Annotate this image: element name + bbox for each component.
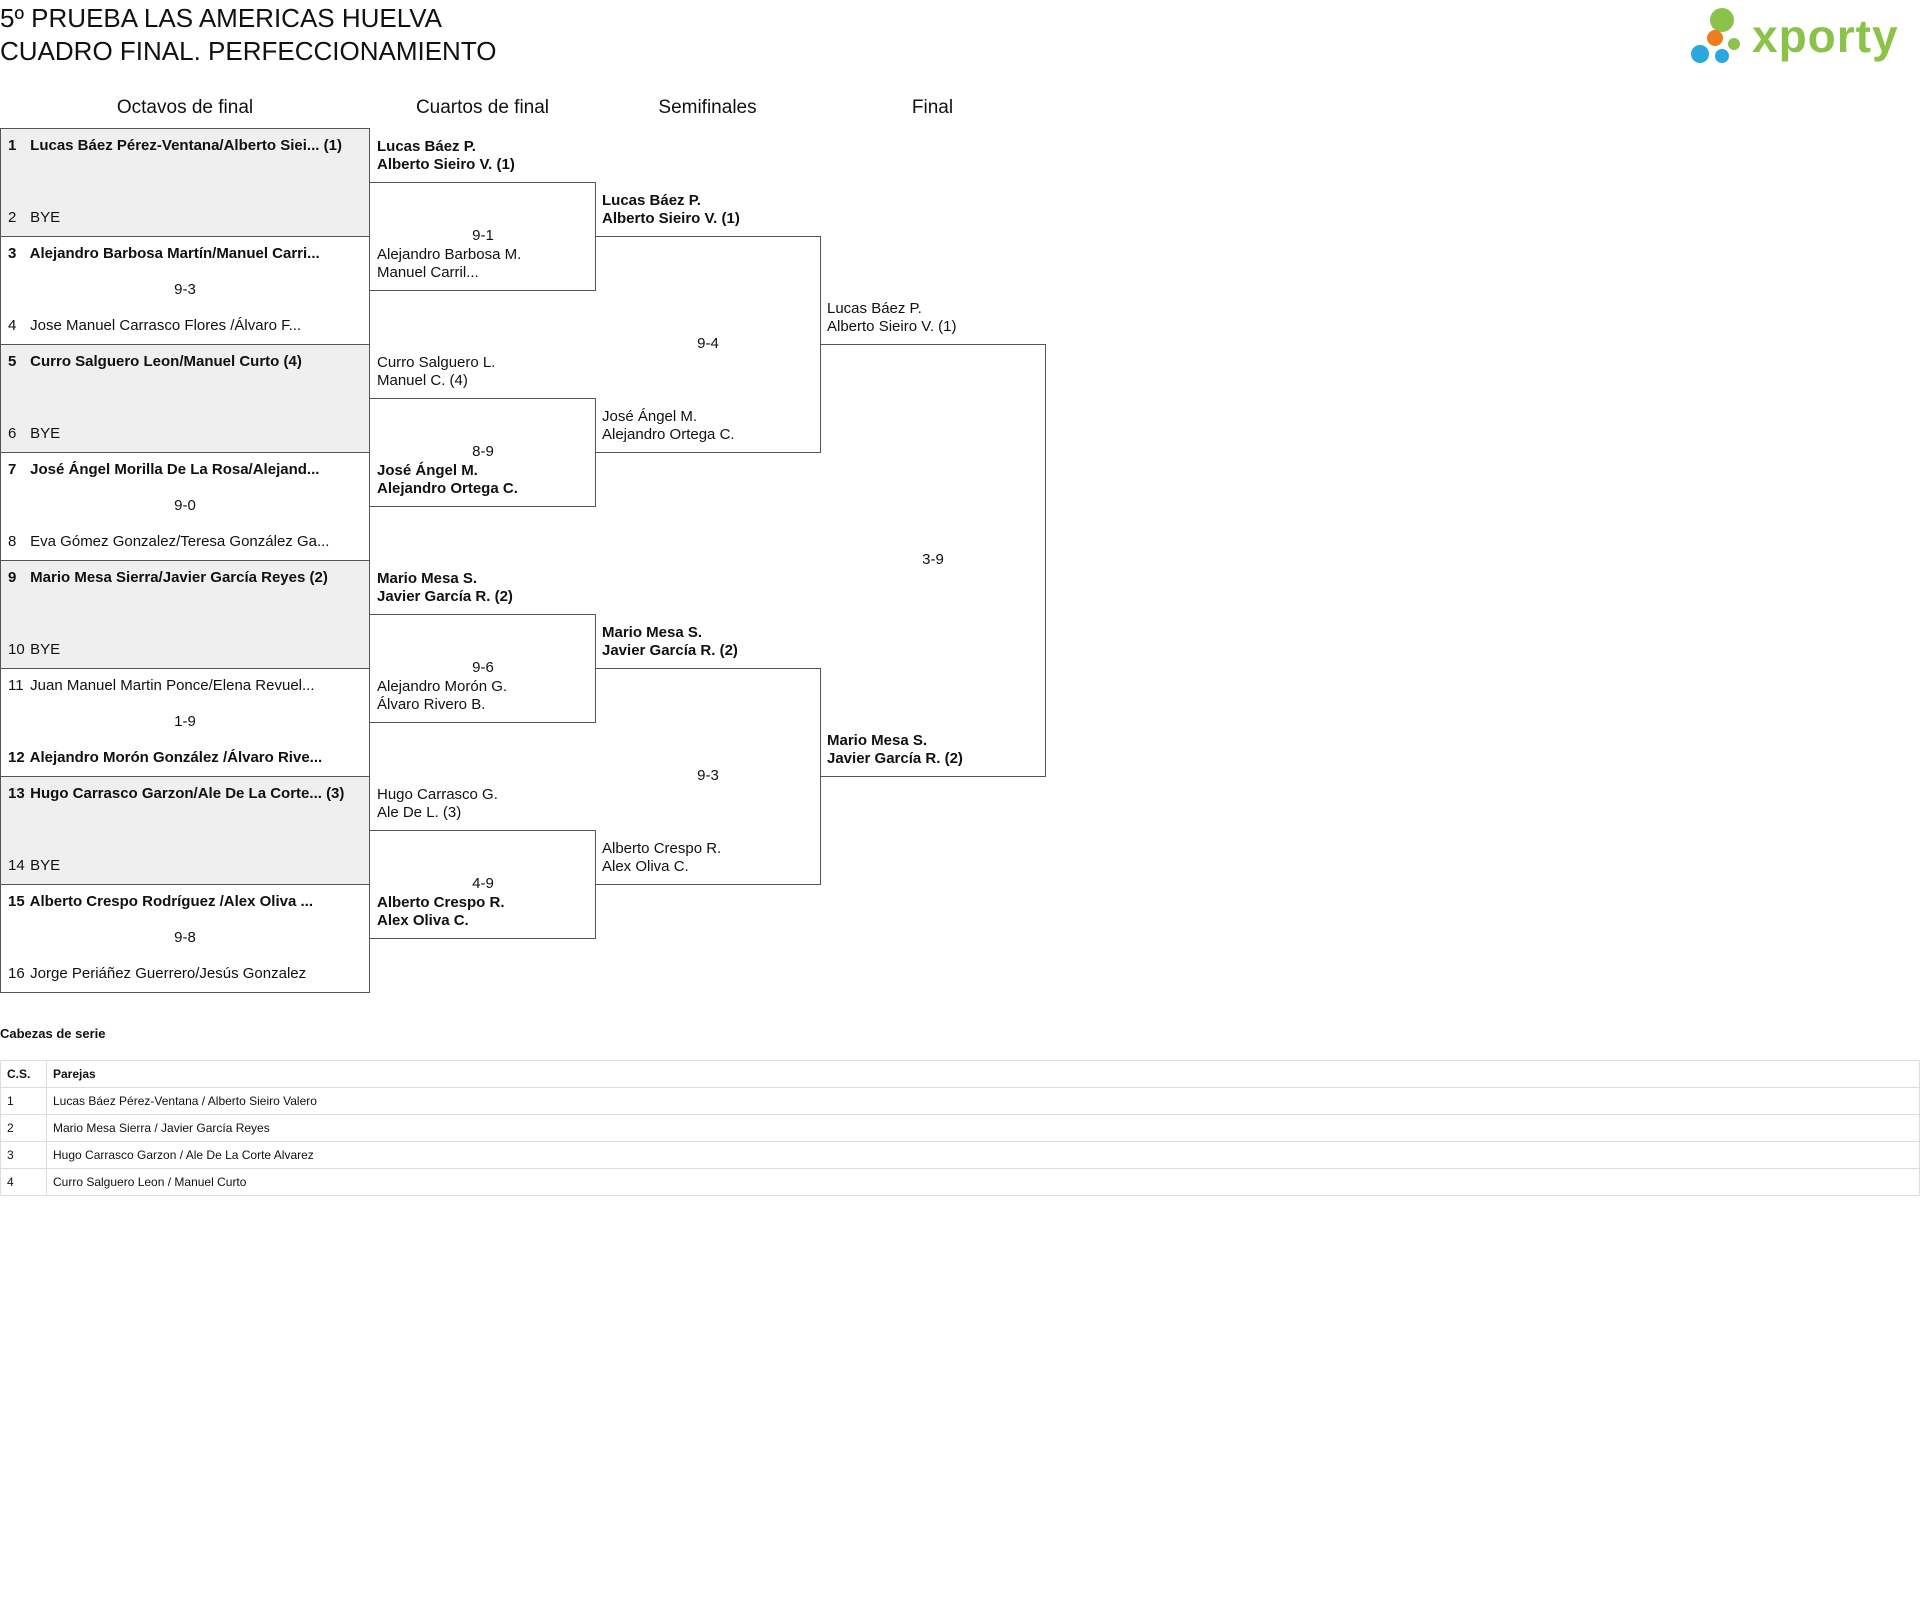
sf-team-top [602, 624, 738, 660]
player-1: Alejandro Morón G. [377, 678, 508, 695]
match-score: 9-8 [174, 929, 196, 946]
player-1: Mario Mesa S. [827, 732, 928, 749]
team-name: Hugo Carrasco Garzon/Ale De La Corte... (3) [26, 785, 345, 802]
seeds-row [1, 1088, 1920, 1115]
team-name: BYE [26, 209, 61, 226]
qf-team-top [377, 786, 498, 822]
team-name: Juan Manuel Martin Ponce/Elena Revuel... [26, 677, 315, 694]
sf-team-bottom [602, 408, 735, 444]
seeds-title: Cabezas de serie [0, 1026, 106, 1041]
player-2: Alex Oliva C. [602, 858, 689, 875]
player-2: Alberto Sieiro V. (1) [827, 318, 957, 335]
seed-number: 9 [8, 569, 17, 586]
seeds-header-row [1, 1061, 1920, 1088]
seed-number: 3 [8, 245, 17, 262]
round-title-final: Final [911, 97, 954, 118]
qf-team-bottom [377, 894, 505, 930]
r16-match [0, 128, 370, 237]
xporty-logo-text: xporty [1752, 10, 1899, 62]
player-2: Manuel C. (4) [377, 372, 468, 389]
seeds-col-cs: C.S. [1, 1061, 47, 1088]
seeds-row [1, 1169, 1920, 1196]
r16-team-bottom [8, 209, 363, 227]
r16-team-bottom [8, 317, 363, 335]
player-1: Alberto Crespo R. [377, 894, 505, 911]
team-name: José Ángel Morilla De La Rosa/Alejand... [26, 461, 320, 478]
player-2: Manuel Carril... [377, 264, 479, 281]
r16-match [0, 668, 370, 777]
seed-number: 15 [8, 893, 25, 910]
r16-team-top [8, 569, 363, 587]
round-title-qf: Cuartos de final [415, 97, 550, 118]
seed-number: 8 [8, 533, 17, 550]
team-name: Jose Manuel Carrasco Flores /Álvaro F... [26, 317, 302, 334]
match-score: 1-9 [174, 713, 196, 730]
seed-pair: Curro Salguero Leon / Manuel Curto [47, 1169, 1920, 1196]
qf-team-bottom [377, 462, 518, 498]
seed-number: 4 [8, 317, 17, 334]
player-1: José Ángel M. [377, 462, 478, 479]
qf-team-bottom [377, 246, 521, 282]
team-name: BYE [26, 857, 61, 874]
qf-team-top [377, 570, 513, 606]
sf-team-top [602, 192, 740, 228]
player-1: Lucas Báez P. [827, 300, 922, 317]
seed-number: 10 [8, 641, 25, 658]
seed-number: 5 [8, 353, 17, 370]
seeds-col-pairs: Parejas [47, 1061, 1920, 1088]
player-2: Javier García R. (2) [602, 642, 738, 659]
r16-team-bottom [8, 533, 363, 551]
match-score: 9-3 [174, 281, 196, 298]
seed-number: 1 [8, 137, 17, 154]
seed-cs: 4 [1, 1169, 47, 1196]
player-2: Alberto Sieiro V. (1) [602, 210, 740, 227]
match-score: 4-9 [472, 875, 494, 892]
player-1: Curro Salguero L. [377, 354, 496, 371]
qf-team-bottom [377, 678, 507, 714]
r16-match [0, 776, 370, 885]
seed-number: 12 [8, 749, 25, 766]
r16-team-bottom [8, 641, 363, 659]
r16-team-top [8, 353, 363, 371]
player-2: Javier García R. (2) [377, 588, 513, 605]
seed-number: 7 [8, 461, 17, 478]
r16-team-top [8, 461, 363, 479]
player-1: Lucas Báez P. [377, 138, 476, 155]
player-2: Alejandro Ortega C. [602, 426, 735, 443]
r16-team-bottom [8, 749, 363, 767]
player-1: Lucas Báez P. [602, 192, 701, 209]
seed-number: 2 [8, 209, 17, 226]
team-name: BYE [26, 641, 61, 658]
r16-team-top [8, 893, 363, 911]
player-2: Álvaro Rivero B. [377, 696, 486, 713]
r16-team-bottom [8, 425, 363, 443]
match-score: 9-1 [472, 227, 494, 244]
match-score: 9-3 [697, 767, 719, 784]
r16-team-bottom [8, 965, 363, 983]
r16-match [0, 344, 370, 453]
team-name: Alejandro Barbosa Martín/Manuel Carri... [26, 245, 320, 262]
seed-number: 13 [8, 785, 25, 802]
r16-match [0, 236, 370, 345]
seed-number: 11 [8, 677, 24, 694]
team-name: Mario Mesa Sierra/Javier García Reyes (2) [26, 569, 328, 586]
team-name: Eva Gómez Gonzalez/Teresa González Ga... [26, 533, 330, 550]
page-title-line2: CUADRO FINAL. PERFECCIONAMIENTO [0, 36, 497, 66]
seeds-table [0, 1060, 1920, 1196]
player-1: Alejandro Barbosa M. [377, 246, 522, 263]
xporty-logo [1690, 4, 1914, 68]
team-name: Jorge Periáñez Guerrero/Jesús Gonzalez [26, 965, 307, 982]
team-name: Curro Salguero Leon/Manuel Curto (4) [26, 353, 302, 370]
r16-team-top [8, 785, 363, 803]
player-1: Alberto Crespo R. [602, 840, 722, 857]
player-1: Mario Mesa S. [377, 570, 478, 587]
team-name: Alejandro Morón González /Álvaro Rive... [26, 749, 323, 766]
r16-team-top [8, 137, 363, 155]
match-score: 8-9 [472, 443, 494, 460]
team-name: BYE [26, 425, 61, 442]
seed-cs: 3 [1, 1142, 47, 1169]
team-name: Alberto Crespo Rodríguez /Alex Oliva ... [26, 893, 313, 910]
r16-match [0, 452, 370, 561]
seed-cs: 1 [1, 1088, 47, 1115]
match-score: 9-6 [472, 659, 494, 676]
player-2: Alberto Sieiro V. (1) [377, 156, 515, 173]
team-name: Lucas Báez Pérez-Ventana/Alberto Siei... (1) [26, 137, 342, 154]
player-1: Hugo Carrasco G. [377, 786, 498, 803]
final-team-bottom [827, 732, 963, 768]
match-score: 9-0 [174, 497, 196, 514]
seeds-row [1, 1115, 1920, 1142]
r16-team-top [8, 245, 363, 263]
seed-cs: 2 [1, 1115, 47, 1142]
player-2: Alejandro Ortega C. [377, 480, 518, 497]
player-1: Mario Mesa S. [602, 624, 703, 641]
r16-team-bottom [8, 857, 363, 875]
seed-number: 14 [8, 857, 25, 874]
seed-number: 6 [8, 425, 17, 442]
player-1: José Ángel M. [602, 408, 698, 425]
qf-team-top [377, 354, 495, 390]
match-score: 9-4 [697, 335, 719, 352]
sf-team-bottom [602, 840, 721, 876]
match-score: 3-9 [922, 551, 944, 568]
round-title-r16: Octavos de final [116, 97, 254, 118]
r16-match [0, 560, 370, 669]
page-title-line1: 5º PRUEBA LAS AMERICAS HUELVA [0, 3, 443, 33]
player-2: Alex Oliva C. [377, 912, 469, 929]
seed-number: 16 [8, 965, 25, 982]
r16-team-top [8, 677, 363, 695]
seeds-body [1, 1088, 1920, 1196]
qf-team-top [377, 138, 515, 174]
seed-pair: Hugo Carrasco Garzon / Ale De La Corte Alvarez [47, 1142, 1920, 1169]
seed-pair: Lucas Báez Pérez-Ventana / Alberto Sieiro Valero [47, 1088, 1920, 1115]
player-2: Ale De L. (3) [377, 804, 462, 821]
round-title-sf: Semifinales [658, 97, 757, 118]
r16-match [0, 884, 370, 993]
final-team-top [827, 300, 957, 336]
seed-pair: Mario Mesa Sierra / Javier García Reyes [47, 1115, 1920, 1142]
seeds-row [1, 1142, 1920, 1169]
player-2: Javier García R. (2) [827, 750, 963, 767]
